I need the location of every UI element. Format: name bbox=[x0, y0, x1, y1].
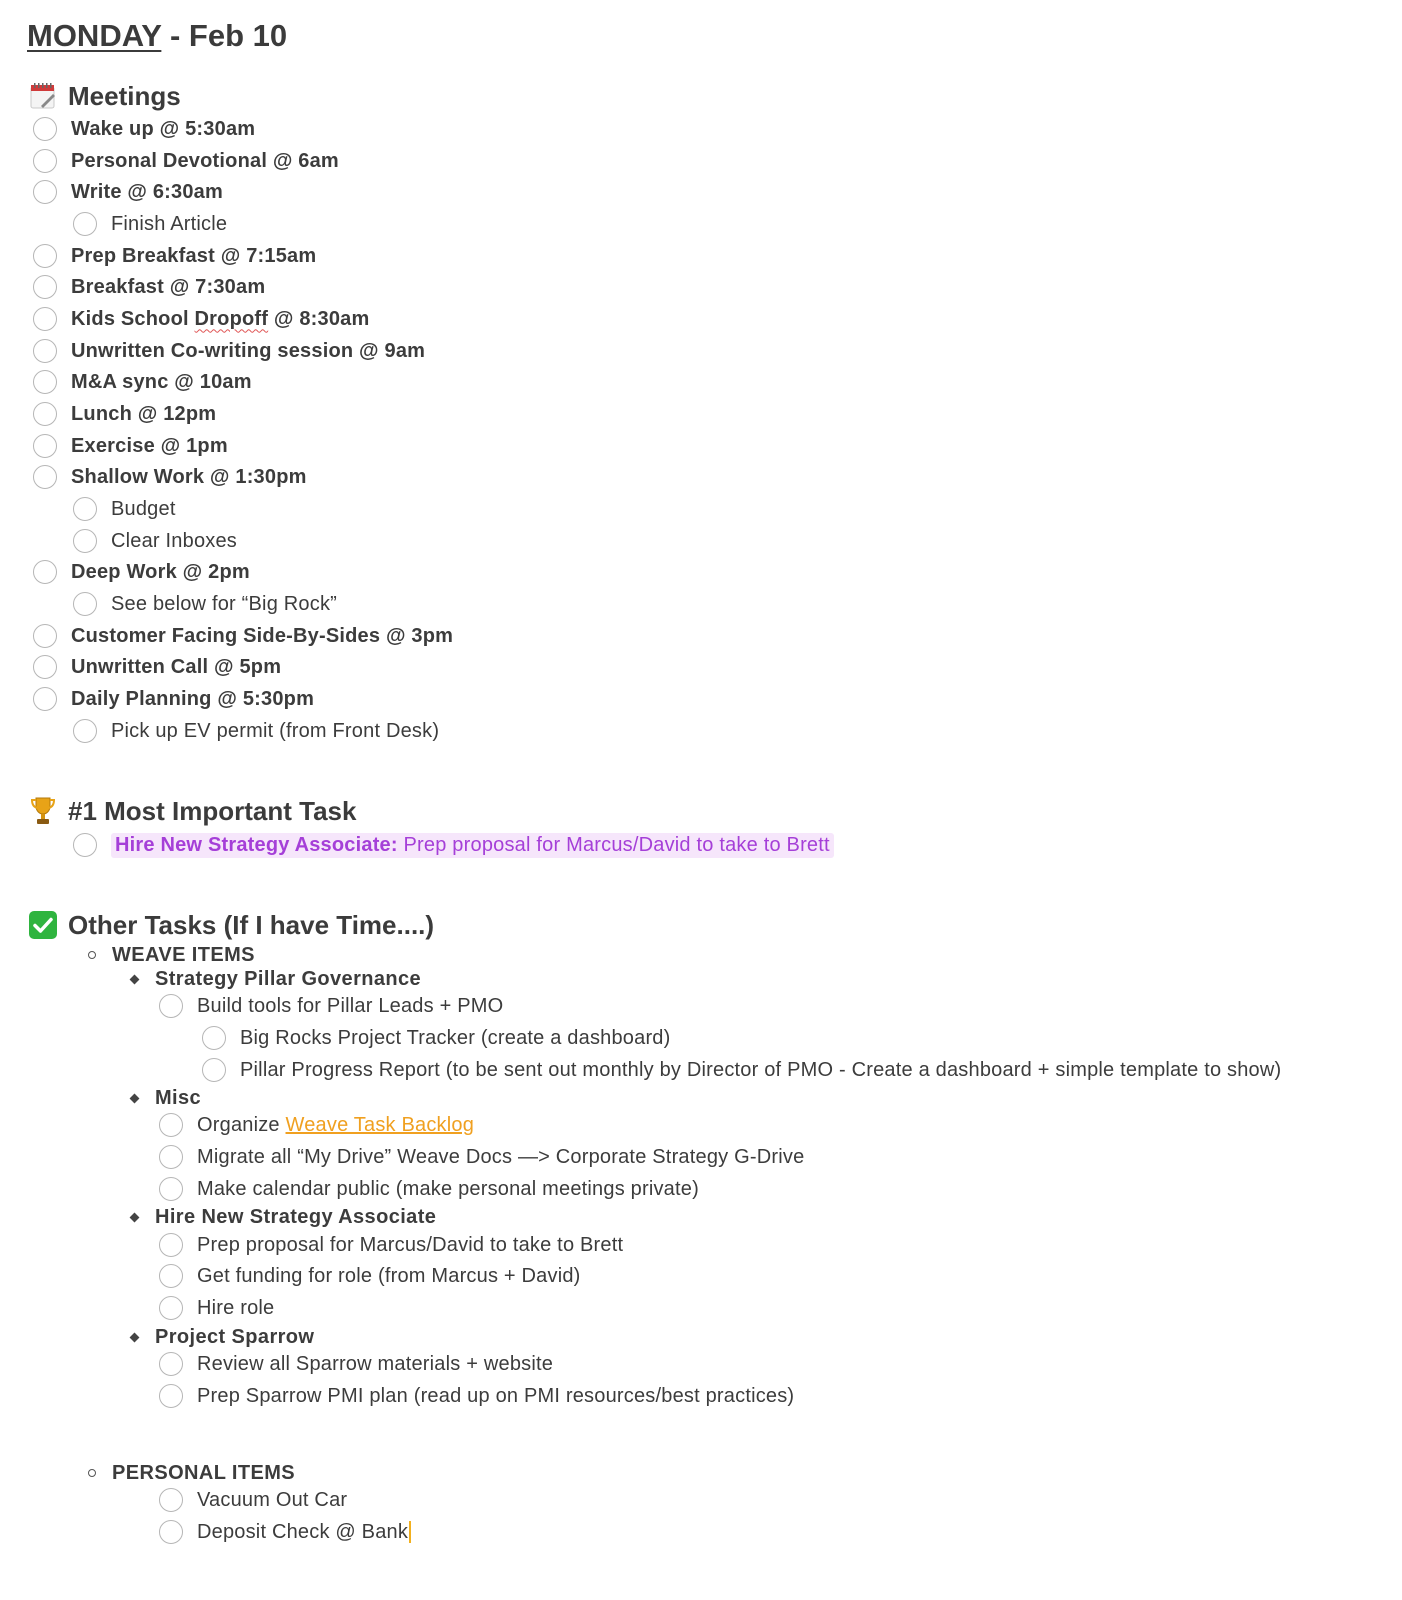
spellcheck-word: Dropoff bbox=[194, 307, 269, 330]
diamond-bullet-icon bbox=[130, 1093, 140, 1103]
hire-group: Hire New Strategy Associate bbox=[131, 1204, 436, 1230]
checkbox[interactable] bbox=[33, 117, 57, 141]
checkbox[interactable] bbox=[33, 687, 57, 711]
misc-group: Misc bbox=[131, 1085, 201, 1111]
checkbox[interactable] bbox=[33, 434, 57, 458]
checkbox[interactable] bbox=[73, 833, 97, 857]
meetings-heading bbox=[28, 79, 181, 113]
subtask-big-rocks-tracker[interactable]: Big Rocks Project Tracker (create a dashboard) bbox=[202, 1023, 671, 1053]
task-kids-dropoff[interactable]: Kids School Dropoff @ 8:30am bbox=[33, 304, 370, 334]
notepad-icon bbox=[28, 81, 58, 111]
checkbox[interactable] bbox=[159, 1296, 183, 1320]
task-build-tools[interactable]: Build tools for Pillar Leads + PMO bbox=[159, 991, 503, 1021]
task-write[interactable]: Write @ 6:30am bbox=[33, 177, 223, 207]
text-cursor bbox=[409, 1521, 411, 1543]
checkbox[interactable] bbox=[159, 1113, 183, 1137]
task-sparrow-pmi[interactable]: Prep Sparrow PMI plan (read up on PMI resources/best practices) bbox=[159, 1381, 794, 1411]
subtask-finish-article[interactable]: Finish Article bbox=[73, 209, 227, 239]
task-unwritten-call[interactable]: Unwritten Call @ 5pm bbox=[33, 652, 281, 682]
checkbox[interactable] bbox=[33, 402, 57, 426]
checkbox[interactable] bbox=[73, 529, 97, 553]
task-breakfast[interactable]: Breakfast @ 7:30am bbox=[33, 272, 265, 302]
other-tasks-heading bbox=[28, 908, 434, 942]
task-review-sparrow[interactable]: Review all Sparrow materials + website bbox=[159, 1349, 553, 1379]
sparrow-group: Project Sparrow bbox=[131, 1324, 314, 1350]
checkbox[interactable] bbox=[159, 1384, 183, 1408]
checkbox[interactable] bbox=[159, 1264, 183, 1288]
checkbox[interactable] bbox=[159, 1520, 183, 1544]
checkbox[interactable] bbox=[33, 244, 57, 268]
task-vacuum-car[interactable]: Vacuum Out Car bbox=[159, 1485, 347, 1515]
checkbox[interactable] bbox=[73, 212, 97, 236]
task-hire-role[interactable]: Hire role bbox=[159, 1293, 274, 1323]
task-wake-up[interactable]: Wake up @ 5:30am bbox=[33, 114, 255, 144]
checkbox[interactable] bbox=[159, 1145, 183, 1169]
subtask-pillar-progress[interactable]: Pillar Progress Report (to be sent out monthly by Director of PMO - Create a dashboard + simple template to show) bbox=[202, 1055, 1281, 1085]
page-title-date: - Feb 10 bbox=[161, 18, 288, 53]
checkbox[interactable] bbox=[33, 370, 57, 394]
checkbox[interactable] bbox=[73, 592, 97, 616]
meetings-heading-text: Meetings bbox=[68, 80, 181, 111]
checkbox[interactable] bbox=[33, 180, 57, 204]
weave-items-group: WEAVE ITEMS bbox=[88, 942, 255, 968]
checkbox[interactable] bbox=[73, 719, 97, 743]
task-get-funding[interactable]: Get funding for role (from Marcus + David) bbox=[159, 1261, 581, 1291]
diamond-bullet-icon bbox=[130, 1332, 140, 1342]
task-exercise[interactable]: Exercise @ 1pm bbox=[33, 431, 228, 461]
checkbox[interactable] bbox=[33, 465, 57, 489]
task-side-by-sides[interactable]: Customer Facing Side-By-Sides @ 3pm bbox=[33, 621, 453, 651]
diamond-bullet-icon bbox=[130, 1212, 140, 1222]
checkbox[interactable] bbox=[202, 1058, 226, 1082]
mit-heading bbox=[28, 794, 356, 828]
checkbox[interactable] bbox=[73, 497, 97, 521]
mit-heading-text: #1 Most Important Task bbox=[68, 795, 357, 826]
task-devotional[interactable]: Personal Devotional @ 6am bbox=[33, 146, 339, 176]
weave-task-backlog-link[interactable]: Weave Task Backlog bbox=[285, 1113, 475, 1136]
subtask-budget[interactable]: Budget bbox=[73, 494, 176, 524]
page-title-day: MONDAY bbox=[27, 18, 162, 53]
highlighted-task-text: Hire New Strategy Associate: Prep proposal for Marcus/David to take to Brett bbox=[111, 833, 834, 858]
checkbox[interactable] bbox=[159, 994, 183, 1018]
page-title bbox=[27, 18, 287, 54]
checkbox[interactable] bbox=[33, 307, 57, 331]
other-tasks-heading-text: Other Tasks (If I have Time....) bbox=[68, 909, 435, 940]
circle-bullet-icon bbox=[88, 951, 96, 959]
checkbox[interactable] bbox=[159, 1488, 183, 1512]
checkbox[interactable] bbox=[33, 149, 57, 173]
subtask-clear-inboxes[interactable]: Clear Inboxes bbox=[73, 526, 237, 556]
diamond-bullet-icon bbox=[130, 974, 140, 984]
task-prep-proposal[interactable]: Prep proposal for Marcus/David to take to Brett bbox=[159, 1230, 623, 1260]
task-calendar-public[interactable]: Make calendar public (make personal meetings private) bbox=[159, 1174, 699, 1204]
task-lunch[interactable]: Lunch @ 12pm bbox=[33, 399, 216, 429]
task-prep-breakfast[interactable]: Prep Breakfast @ 7:15am bbox=[33, 241, 316, 271]
checkbox[interactable] bbox=[202, 1026, 226, 1050]
task-deposit-check[interactable]: Deposit Check @ Bank bbox=[159, 1517, 411, 1547]
subtask-big-rock[interactable]: See below for “Big Rock” bbox=[73, 589, 337, 619]
task-migrate-docs[interactable]: Migrate all “My Drive” Weave Docs —> Corporate Strategy G-Drive bbox=[159, 1142, 804, 1172]
task-organize-backlog[interactable]: Organize Weave Task Backlog bbox=[159, 1110, 474, 1140]
checkbox[interactable] bbox=[33, 624, 57, 648]
checkbox[interactable] bbox=[33, 275, 57, 299]
checkbox[interactable] bbox=[33, 655, 57, 679]
task-deep-work[interactable]: Deep Work @ 2pm bbox=[33, 557, 250, 587]
governance-group: Strategy Pillar Governance bbox=[131, 966, 421, 992]
trophy-icon bbox=[28, 796, 58, 826]
task-cowriting[interactable]: Unwritten Co-writing session @ 9am bbox=[33, 336, 425, 366]
personal-items-group: PERSONAL ITEMS bbox=[88, 1460, 295, 1486]
checkbox[interactable] bbox=[159, 1233, 183, 1257]
task-ma-sync[interactable]: M&A sync @ 10am bbox=[33, 367, 252, 397]
task-daily-planning[interactable]: Daily Planning @ 5:30pm bbox=[33, 684, 314, 714]
checkbox[interactable] bbox=[33, 339, 57, 363]
circle-bullet-icon bbox=[88, 1469, 96, 1477]
checkbox[interactable] bbox=[159, 1352, 183, 1376]
checkbox[interactable] bbox=[159, 1177, 183, 1201]
task-mit-hire-associate[interactable] bbox=[73, 830, 834, 860]
task-shallow-work[interactable]: Shallow Work @ 1:30pm bbox=[33, 462, 307, 492]
checkbox[interactable] bbox=[33, 560, 57, 584]
check-mark-icon bbox=[28, 910, 58, 940]
subtask-ev-permit[interactable]: Pick up EV permit (from Front Desk) bbox=[73, 716, 439, 746]
